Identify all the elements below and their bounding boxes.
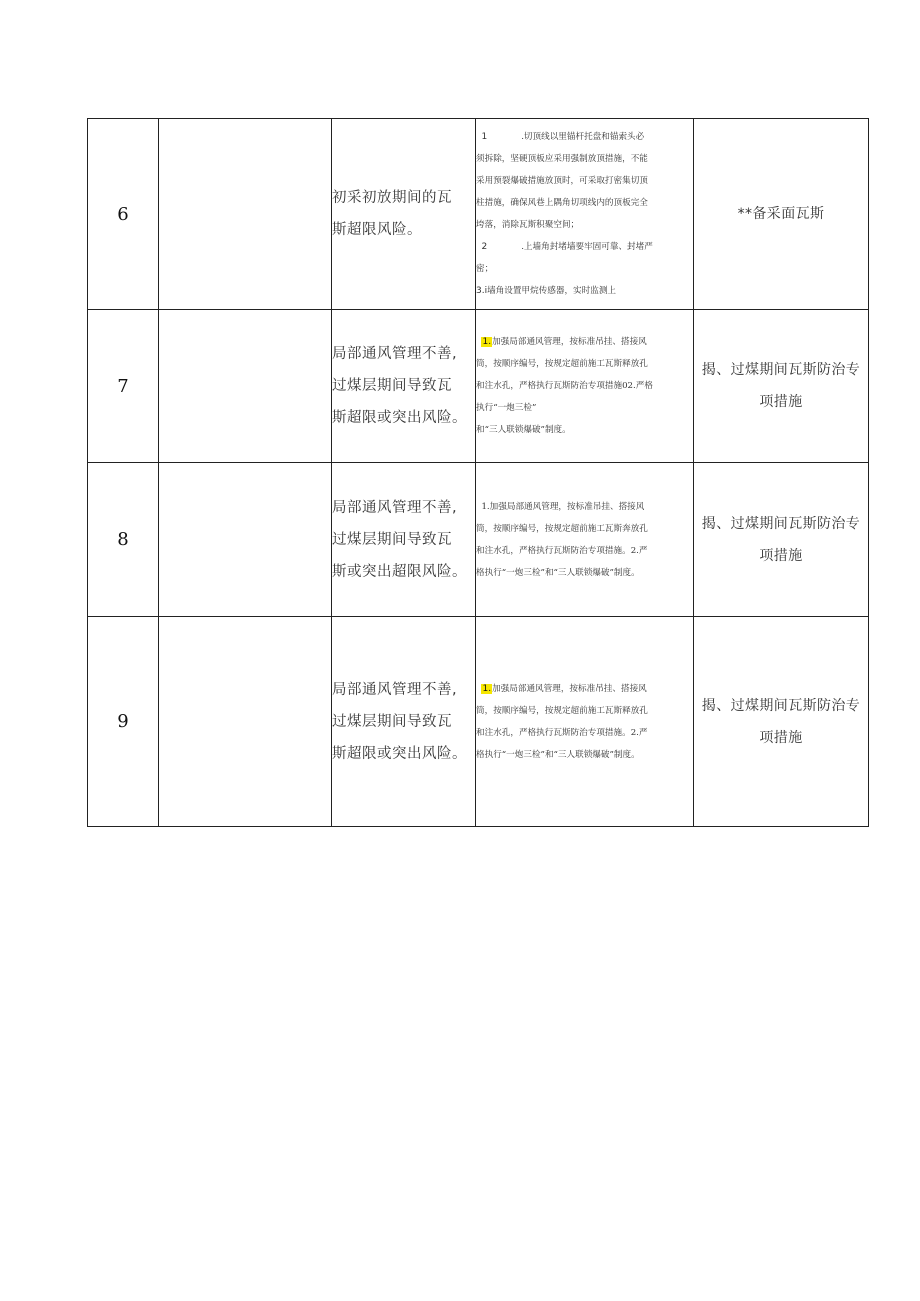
risk-line: 局部通风管理不善, — [332, 681, 458, 698]
measure-line: 和注水孔，严格执行瓦斯防治专项措施。2.严 — [476, 727, 648, 738]
reference-cell — [694, 617, 869, 827]
row-number: 7 — [117, 375, 129, 397]
row-number: 8 — [117, 529, 129, 550]
risk-description — [332, 182, 475, 246]
risk-measures-table — [87, 118, 869, 827]
measure-line: 和注水孔，严格执行瓦斯防治专项措施。2.严 — [476, 545, 648, 556]
measure-description — [476, 678, 693, 766]
risk-line: 斯超限风险。 — [332, 222, 422, 238]
measure-line: 采用预裂爆破措施放顶时，可采取打密集切顶 — [476, 176, 648, 186]
highlighted-item-number: 1. — [482, 683, 492, 694]
risk-line: 过煤层期间导致瓦 — [332, 713, 452, 730]
risk-description — [332, 338, 475, 434]
measure-line — [476, 496, 693, 518]
row-number: 6 — [117, 203, 129, 225]
measure-line-text: 墙角设置甲烷传感器，实时监测上 — [487, 286, 617, 296]
empty-cell — [159, 617, 332, 827]
empty-cell — [159, 310, 332, 463]
risk-cell — [332, 310, 476, 463]
measure-item-number: 3.i — [476, 286, 488, 296]
measure-description — [476, 126, 693, 302]
measure-line — [476, 678, 693, 700]
measure-line — [476, 236, 693, 258]
measure-line: 筒，按顺序编号，按规定超前施工瓦斯释放孔 — [476, 359, 648, 369]
measure-line-text: .切顶线以里锚杆托盘和锚索头必 — [521, 132, 645, 142]
measure-cell — [476, 463, 694, 617]
reference-line: 项措施 — [759, 394, 803, 410]
reference-text — [694, 690, 868, 754]
empty-cell — [159, 463, 332, 617]
row-number-cell — [88, 463, 159, 617]
empty-cell — [159, 119, 332, 310]
risk-line: 局部通风管理不善, — [332, 346, 458, 362]
measure-cell — [476, 617, 694, 827]
table-row — [88, 119, 869, 310]
measure-line: 执行“一炮三检” — [476, 403, 537, 413]
risk-cell — [332, 119, 476, 310]
risk-line: 斯超限或突出风险。 — [332, 745, 467, 762]
measure-line: 须拆除，坚硬顶板应采用强制放顶措施，不能 — [476, 154, 648, 164]
reference-line: 项措施 — [759, 547, 803, 564]
measure-line: 和“三人联锁爆破”制度。 — [476, 425, 571, 435]
reference-cell — [694, 119, 869, 310]
risk-cell — [332, 617, 476, 827]
reference-line: 项措施 — [759, 729, 803, 746]
risk-line: 过煤层期间导致瓦 — [332, 378, 452, 394]
measure-line: 筒，按顺序编号，按规定超前施工瓦斯释放孔 — [476, 705, 648, 716]
risk-description — [332, 492, 475, 588]
measure-line — [476, 331, 693, 353]
risk-line: 过煤层期间导致瓦 — [332, 531, 452, 548]
measure-line — [476, 280, 693, 302]
table-row — [88, 463, 869, 617]
table-row — [88, 617, 869, 827]
reference-text — [694, 354, 868, 418]
measure-line-text: .上墙角封堵墙要牢固可靠、封堵严 — [521, 242, 653, 252]
risk-line: 斯超限或突出风险。 — [332, 410, 467, 426]
reference-line: **备采面瓦斯 — [737, 206, 825, 222]
reference-cell — [694, 310, 869, 463]
reference-line: 揭、过煤期间瓦斯防治专 — [701, 697, 861, 714]
risk-line: 斯或突出超限风险。 — [332, 563, 467, 580]
reference-cell — [694, 463, 869, 617]
reference-text — [694, 198, 868, 230]
measure-line: 格执行“一炮三检”和“三人联锁爆破”制度。 — [476, 749, 640, 760]
reference-text — [694, 508, 868, 572]
row-number-cell — [88, 310, 159, 463]
row-number: 9 — [117, 711, 129, 732]
measure-description — [476, 331, 693, 441]
measure-line-text: 加强局部通风管理，按标准吊挂、搭接风 — [492, 683, 647, 694]
measure-line — [476, 126, 693, 148]
measure-line-text: 1.加强局部通风管理，按标准吊挂、搭接风 — [481, 501, 645, 512]
risk-description — [332, 674, 475, 770]
row-number-cell — [88, 119, 159, 310]
highlighted-item-number: 1. — [482, 337, 492, 347]
measure-cell — [476, 310, 694, 463]
measure-line: 格执行“一炮三检”和“三人联锁爆破”制度。 — [476, 567, 640, 578]
measure-item-number: 2 — [481, 242, 488, 252]
risk-cell — [332, 463, 476, 617]
measure-line: 筒，按顺序编号，按规定超前施工瓦斯奔放孔 — [476, 523, 648, 534]
measure-item-number: 1 — [481, 132, 488, 142]
risk-line: 初采初放期间的瓦 — [332, 190, 452, 206]
table-row — [88, 310, 869, 463]
measure-line: 和注水孔，严格执行瓦斯防治专项措施02.严格 — [476, 381, 653, 391]
measure-line: 垮落，消除瓦斯积聚空间； — [476, 220, 580, 230]
risk-line: 局部通风管理不善, — [332, 499, 458, 516]
measure-line: 柱措施，确保风巷上隅角切项线内的顶板完全 — [476, 198, 648, 208]
measure-description — [476, 496, 693, 584]
table-body — [88, 119, 869, 827]
reference-line: 揭、过煤期间瓦斯防治专 — [701, 515, 861, 532]
measure-line-text: 加强局部通风管理，按标准吊挂、搭接风 — [492, 337, 647, 347]
measure-cell — [476, 119, 694, 310]
row-number-cell — [88, 617, 159, 827]
measure-line: 密； — [476, 264, 494, 274]
reference-line: 揭、过煤期间瓦斯防治专 — [701, 362, 861, 378]
